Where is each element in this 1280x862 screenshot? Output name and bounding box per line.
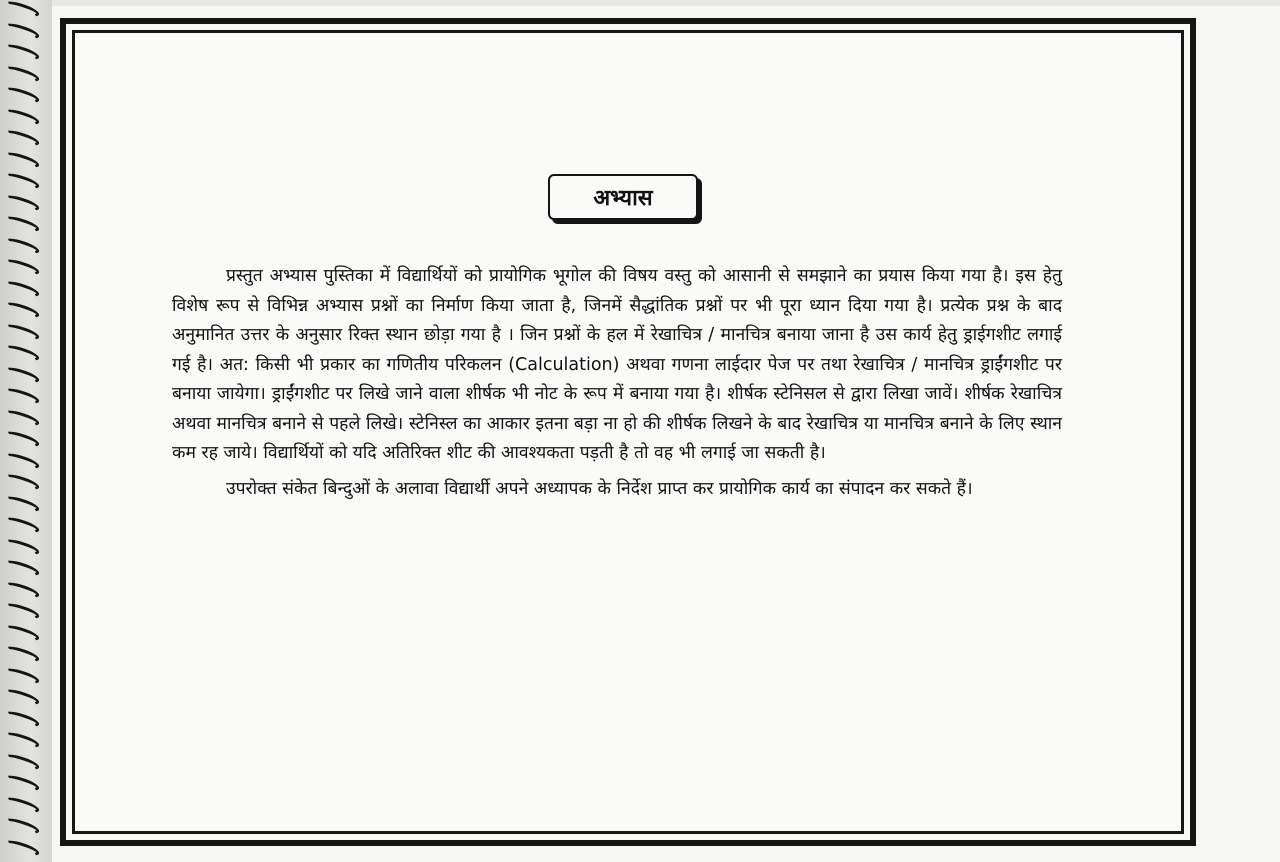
spiral-coil [3, 407, 40, 428]
notebook-page [52, 6, 1280, 862]
spiral-coil [3, 364, 40, 385]
spiral-coil [3, 837, 40, 858]
spiral-coil [3, 85, 40, 106]
spiral-coil [3, 106, 40, 127]
spiral-coil [3, 450, 40, 471]
page-title: अभ्यास [548, 174, 698, 220]
spiral-coil [3, 235, 40, 256]
spiral-coil [3, 300, 40, 321]
spiral-coil [3, 558, 40, 579]
spiral-coil [3, 214, 40, 235]
spiral-coil [3, 751, 40, 772]
spiral-coil [3, 730, 40, 751]
spiral-coil [3, 579, 40, 600]
spiral-coil [3, 257, 40, 278]
spiral-coil [3, 536, 40, 557]
spiral-coil [3, 42, 40, 63]
spiral-coil [3, 622, 40, 643]
body-text [172, 262, 1062, 510]
spiral-coil [3, 773, 40, 794]
spiral-coil [3, 278, 40, 299]
spiral-coil [3, 429, 40, 450]
spiral-coil [3, 515, 40, 536]
spiral-coil [3, 171, 40, 192]
spiral-coil [3, 192, 40, 213]
spiral-coil [3, 321, 40, 342]
spiral-coil [3, 0, 40, 19]
spiral-coil [3, 343, 40, 364]
spiral-coil [3, 644, 40, 665]
spiral-coil [3, 20, 40, 41]
spiral-coil [3, 386, 40, 407]
spiral-coil [3, 63, 40, 84]
spiral-coil [3, 472, 40, 493]
spiral-coil [3, 665, 40, 686]
spiral-coil [3, 149, 40, 170]
spiral-coil [3, 816, 40, 837]
spiral-coil [3, 708, 40, 729]
spiral-binding [0, 0, 52, 862]
paragraph-instructions: प्रस्तुत अभ्यास पुस्तिका में विद्यार्थियों को प्रायोगिक भूगोल की विषय वस्तु को आसानी से समझाने का प्रयास किया गया है। इस हेतु विशेष रूप से विभिन्न अभ्यास प्रश्नों का निर्माण किया जाता है, जिनमें सैद्धांतिक प्रश्नों पर भी पूरा ध्यान दिया गया है। प्रत्येक प्रश्न के बाद अनुमानित उत्तर के अनुसार रिक्त स्थान छोड़ा गया है । जिन प्रश्नों के हल में रेखाचित्र / मानचित्र बनाया जाना है उस कार्य हेतु ड्राईगशीट लगाई गई है। अत: किसी भी प्रकार का गणितीय परिकलन (Calculation) अथवा गणना लाईदार पेज पर तथा रेखाचित्र / मानचित्र ड्राईंगशीट पर बनाया जायेगा। ड्राईंगशीट पर लिखे जाने वाला शीर्षक भी नोट के रूप में बनाया गया है। शीर्षक स्टेनिसल से द्वारा लिखा जावें। शीर्षक रेखाचित्र अथवा मानचित्र बनाने से पहले लिखे। स्टेनिस्ल का आकार इतना बड़ा ना हो की शीर्षक लिखने के बाद रेखाचित्र या मानचित्र बनाने के लिए स्थान कम रह जाये। विद्यार्थियों को यदि अतिरिक्त शीट की आवश्यकता पड़ती है तो वह भी लगाई जा सकती है। [172, 266, 1062, 463]
spiral-coil [3, 601, 40, 622]
spiral-coil [3, 128, 40, 149]
paragraph-closing: उपरोक्त संकेत बिन्दुओं के अलावा विद्यार्थी अपने अध्यापक के निर्देश प्राप्त कर प्रायोगिक कार्य का संपादन कर सकते हैं। [226, 478, 973, 499]
spiral-coil [3, 493, 40, 514]
spiral-coil [3, 687, 40, 708]
spiral-coil [3, 794, 40, 815]
